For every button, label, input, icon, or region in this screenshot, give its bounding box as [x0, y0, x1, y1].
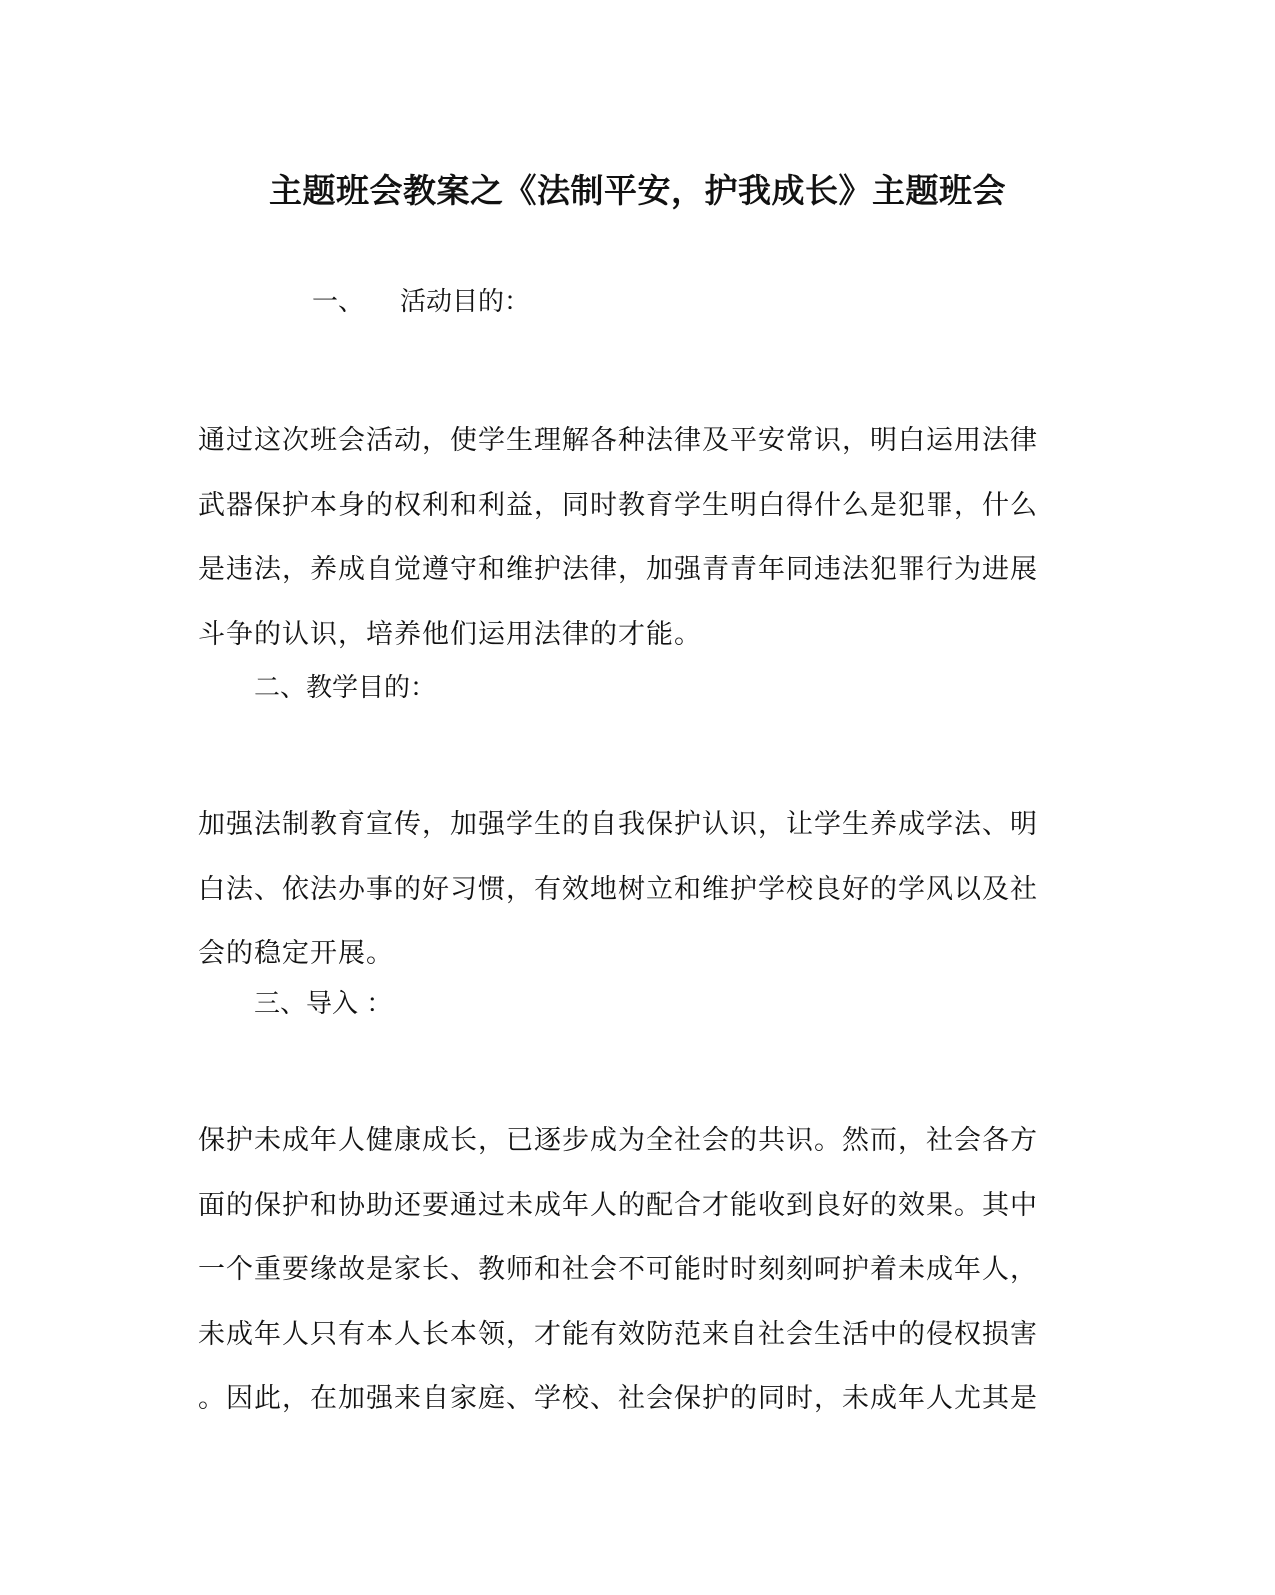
section1-number: 一、 — [312, 287, 365, 317]
paragraph-line: 白法、依法办事的好习惯，有效地树立和维护学校良好的学风以及社 — [198, 873, 1038, 905]
paragraph-line: 面的保护和协助还要通过未成年人的配合才能收到良好的效果。其中 — [198, 1189, 1038, 1221]
paragraph-line: 通过这次班会活动，使学生理解各种法律及平安常识，明白运用法律 — [198, 425, 1038, 456]
paragraph-line: 会的稳定开展。 — [198, 938, 394, 969]
paragraph-line: 保护未成年人健康成长，已逐步成为全社会的共识。然而，社会各方 — [198, 1125, 1038, 1156]
paragraph-line: 武器保护本身的权利和利益，同时教育学生明白得什么是犯罪，什么 — [198, 489, 1038, 521]
section2-heading: 二、教学目的： — [254, 673, 437, 703]
paragraph-line: 未成年人只有本人长本领，才能有效防范来自社会生活中的侵权损害 — [198, 1318, 1038, 1350]
page-title: 主题班会教案之《法制平安，护我成长》主题班会 — [269, 171, 1006, 210]
section1-heading: 活动目的： — [400, 287, 531, 317]
paragraph-line: 加强法制教育宣传，加强学生的自我保护认识，让学生养成学法、明 — [198, 809, 1038, 840]
paragraph-line: 是违法，养成自觉遵守和维护法律，加强青青年同违法犯罪行为进展 — [198, 554, 1038, 585]
paragraph-line: 斗争的认识，培养他们运用法律的才能。 — [198, 618, 702, 650]
section2-paragraph — [198, 793, 1078, 987]
paragraph-line: 。因此，在加强来自家庭、学校、社会保护的同时，未成年人尤其是 — [198, 1383, 1038, 1414]
section3-heading: 三、导入 ： — [254, 989, 393, 1019]
section3-paragraph — [198, 1109, 1078, 1432]
section1-paragraph — [198, 409, 1078, 667]
paragraph-line: 一个重要缘故是家长、教师和社会不可能时时刻刻呵护着未成年人， — [198, 1254, 1038, 1285]
